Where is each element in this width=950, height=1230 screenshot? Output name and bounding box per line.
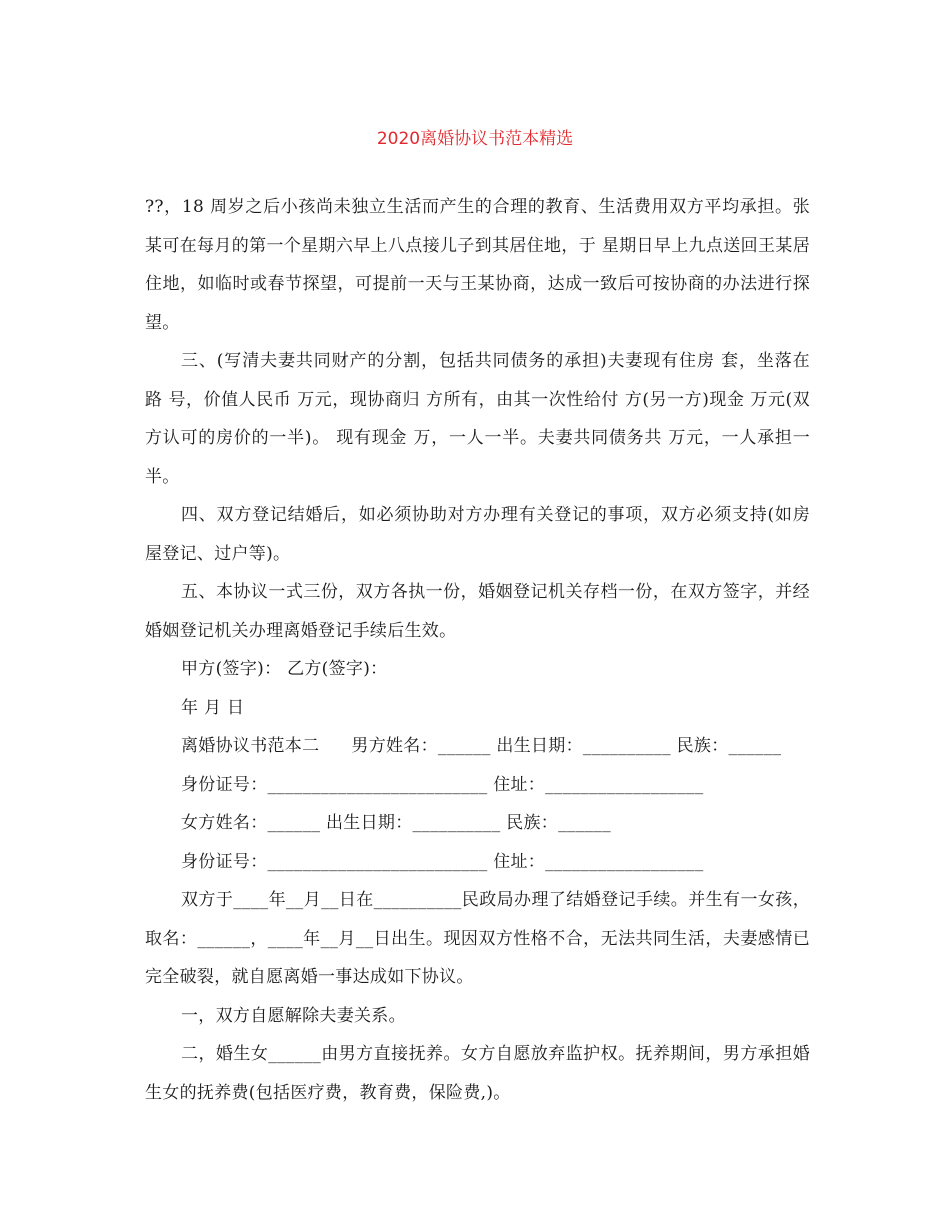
signature-line: 甲方(签字)： 乙方(签字)： [181,659,388,679]
clause-one: 一，双方自愿解除夫妻关系。 [181,1005,406,1026]
paragraph-registration-assistance: 四、双方登记结婚后，如必须协助对方办理有关登记的事项，双方必须支持(如房屋登记、过户等)。 [145,505,810,564]
paragraph-copies-effective: 五、本协议一式三份，双方各执一份，婚姻登记机关存档一份，在双方签字，并经婚姻登记机关办理离婚登记手续后生效。 [145,582,810,641]
paragraph-custody-visitation: ??，18 周岁之后小孩尚未独立生活而产生的合理的教育、生活费用双方平均承担。张某可在每月的第一个星期六早上八点接儿子到其居住地，于 星期日早上九点送回王某居住地，如临时或春节探望，可提前一天与王某协商，达成一致后可按协商的办法进行探望。 [145,197,810,333]
female-id-address: 身份证号：_________________________ 住址：__________________ [181,851,704,872]
paragraph-property-division: 三、(写清夫妻共同财产的分割，包括共同债务的承担)夫妻现有住房 套，坐落在 路 号，价值人民币 万元，现协商归 方所有，由其一次性给付 方(另一方)现金 万元(双方认可的房价的一半)。 现有现金 万，一人一半。夫妻共同债务共 万元，一人承担一半。 [145,351,810,487]
male-party-info: 男方姓名：______ 出生日期：__________ 民族：______ [351,736,782,756]
date-line: 年 月 日 [181,697,245,718]
female-party-info: 女方姓名：______ 出生日期：__________ 民族：______ [181,813,611,833]
clause-two: 二，婚生女______由男方直接抚养。女方自愿放弃监护权。抚养期间，男方承担婚生女的抚养费(包括医疗费，教育费，保险费,)。 [145,1044,810,1103]
male-id-address: 身份证号：_________________________ 住址：__________________ [181,774,704,795]
template-two-header [145,727,810,766]
template-two-title: 离婚协议书范本二 [181,736,320,756]
paragraph-marriage-details: 双方于____年__月__日在__________民政局办理了结婚登记手续。并生有一女孩，取名：______，____年__月__日出生。现因双方性格不合，无法共同生活，夫妻感情已完全破裂，就自愿离婚一事达成如下协议。 [145,890,810,987]
document-title: 2020离婚协议书范本精选 [376,129,574,149]
document-body [145,188,810,1112]
